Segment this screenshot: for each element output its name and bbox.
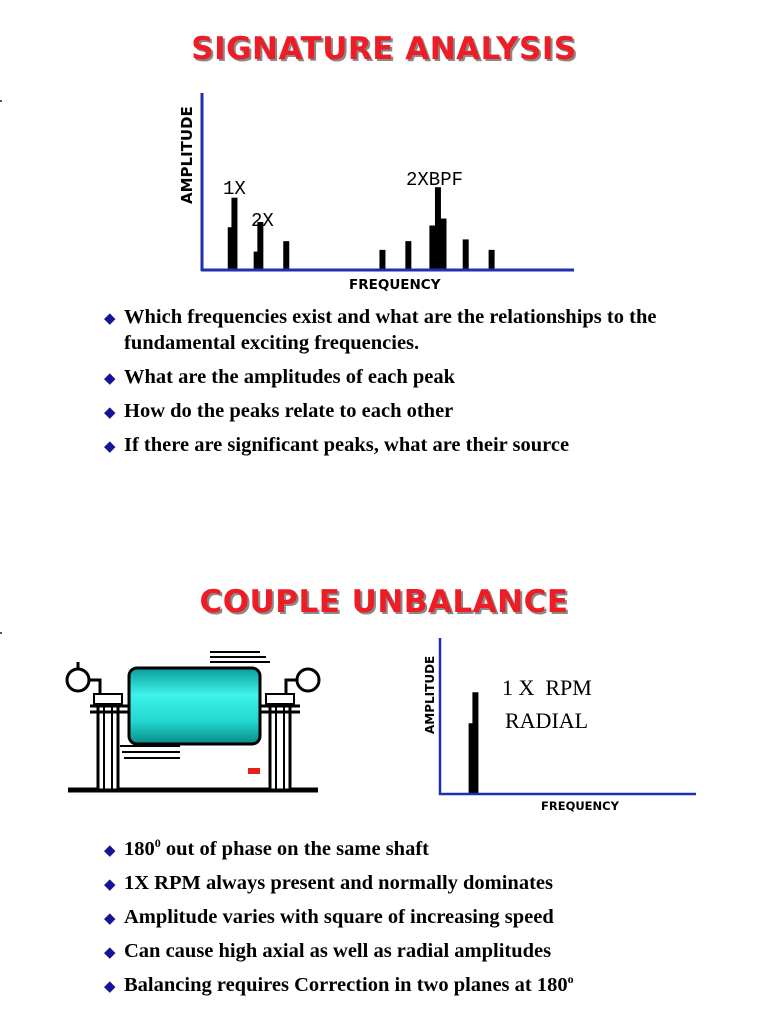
annotation-1x: 1X [223, 178, 246, 200]
annotation-radial: RADIAL [505, 708, 589, 733]
peak-bar-8 [435, 187, 441, 269]
peak-bar-1 [231, 198, 237, 269]
diamond-icon: ◆ [104, 369, 116, 387]
bullet-item [104, 304, 704, 356]
signature-analysis-bullets [104, 304, 704, 466]
bullet-item [104, 432, 704, 458]
peak-bar-9 [441, 219, 447, 269]
diamond-icon: ◆ [104, 403, 116, 421]
bullet-text: 1X RPM always present and normally dominates [124, 872, 553, 894]
spectrum-chart-1x-rpm [410, 630, 720, 820]
rotor-machine-diagram [60, 640, 390, 810]
x-axis-label: FREQUENCY [541, 799, 619, 813]
annotation-2x: 2X [251, 210, 274, 232]
bullet-item [104, 870, 704, 896]
bullet-item [104, 398, 704, 424]
couple-unbalance-bullets [104, 836, 704, 1006]
peak-bar-10 [463, 239, 469, 269]
bullet-item [104, 836, 704, 862]
peak-bar-4 [283, 241, 289, 269]
section-title-signature-analysis: SIGNATURE ANALYSIS [191, 31, 577, 67]
peak-bar-7 [429, 226, 435, 270]
peak-bar-6 [405, 241, 411, 269]
bullet-text: What are the amplitudes of each peak [124, 366, 456, 388]
balance-weight-marker [248, 768, 260, 774]
peak-bar-1 [472, 692, 478, 793]
diamond-icon: ◆ [104, 943, 116, 961]
diamond-icon: ◆ [104, 437, 116, 455]
y-axis-label: AMPLITUDE [423, 655, 437, 734]
bullet-text: Amplitude varies with square of increasing speed [124, 906, 554, 928]
y-axis-label: AMPLITUDE [178, 106, 196, 204]
bullet-text: Balancing requires Correction in two planes at 180 [124, 974, 568, 996]
bullet-text: Which frequencies exist and what are the relationships to the fundamental exciting frequencies. [124, 306, 657, 354]
bullet-text: 180 [124, 838, 155, 860]
spectrum-bars [469, 692, 479, 793]
bullet-text: How do the peaks relate to each other [124, 400, 454, 422]
diamond-icon: ◆ [104, 977, 116, 995]
section-title-couple-unbalance: COUPLE UNBALANCE [199, 584, 569, 620]
margin-mark [0, 632, 2, 634]
peak-bar-11 [489, 250, 495, 269]
spectrum-chart [0, 0, 768, 300]
bullet-item [104, 972, 704, 998]
bullet-text: If there are significant peaks, what are their source [124, 434, 570, 456]
peak-bar-5 [379, 250, 385, 269]
diamond-icon: ◆ [104, 841, 116, 859]
bullet-text: Can cause high axial as well as radial amplitudes [124, 940, 552, 962]
bullet-item [104, 364, 704, 390]
rotor [129, 668, 260, 744]
superscript: o [567, 972, 574, 987]
diamond-icon: ◆ [104, 309, 116, 327]
diamond-icon: ◆ [104, 909, 116, 927]
annotation-1x-rpm: 1 X RPM [502, 675, 592, 700]
bullet-text: out of phase on the same shaft [160, 838, 429, 860]
diamond-icon: ◆ [104, 875, 116, 893]
x-axis-label: FREQUENCY [349, 277, 441, 293]
bullet-item [104, 904, 704, 930]
annotation-2xbpf: 2XBPF [406, 169, 464, 191]
superscript: 0 [154, 836, 161, 851]
bullet-item [104, 938, 704, 964]
